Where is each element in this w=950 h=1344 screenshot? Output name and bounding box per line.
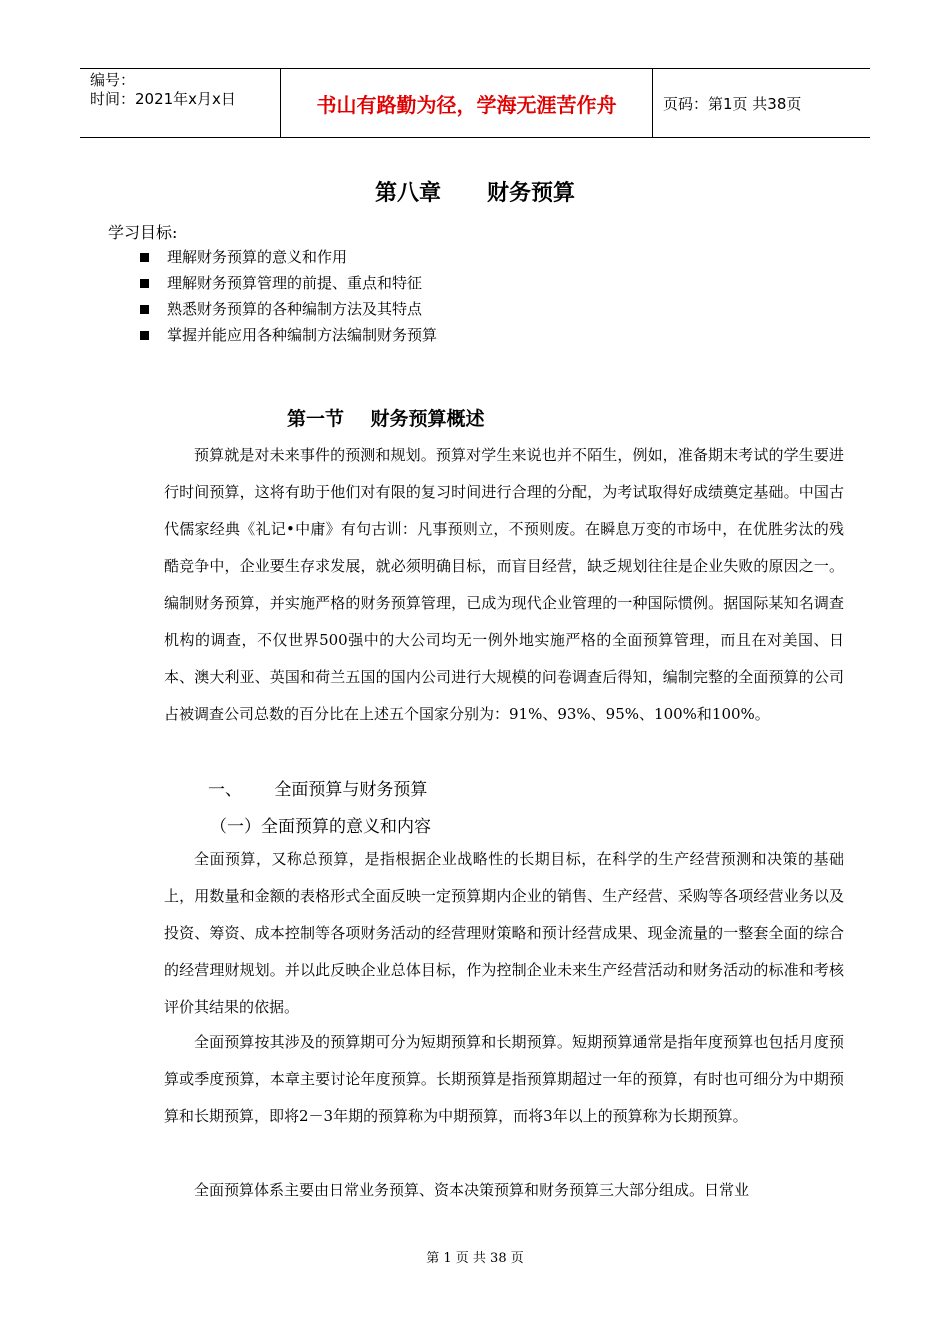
section-title: 第一节 财务预算概述 — [287, 408, 485, 430]
header-info-cell — [80, 69, 281, 137]
heading-level-2: （一）全面预算的意义和内容 — [210, 817, 431, 837]
paragraph-period: 全面预算按其涉及的预算期可分为短期预算和长期预算。短期预算通常是指年度预算也包括月度预算或季度预算，本章主要讨论年度预算。长期预算是指预算期超过一年的预算，有时也可细分为中期预算和长期预算，即将2－3年期的预算称为中期预算，而将3年以上的预算称为长期预算。 — [164, 1033, 844, 1125]
square-bullet-icon — [140, 331, 149, 340]
paragraph-system: 全面预算体系主要由日常业务预算、资本决策预算和财务预算三大部分组成。日常业 — [194, 1181, 750, 1199]
goal-text: 理解财务预算的意义和作用 — [167, 248, 348, 266]
chapter-title: 第八章 财务预算 — [375, 181, 575, 206]
goal-item — [140, 322, 437, 348]
goal-item — [140, 270, 437, 296]
goal-item — [140, 296, 437, 322]
page-footer: 第 1 页 共 38 页 — [426, 1251, 524, 1266]
paragraph-definition: 全面预算，又称总预算，是指根据企业战略性的长期目标，在科学的生产经营预测和决策的基础上，用数量和金额的表格形式全面反映一定预算期内企业的销售、生产经营、采购等各项经营业务以及投资、筹资、成本控制等各项财务活动的经营理财策略和预计经营成果、现金流量的一整套全面的综合的经营理财规划。并以此反映企业总体目标，作为控制企业未来生产经营活动和财务活动的标准和考核评价其结果的依据。 — [164, 850, 844, 1016]
square-bullet-icon — [140, 253, 149, 262]
goal-text: 熟悉财务预算的各种编制方法及其特点 — [167, 300, 423, 318]
motto-cell — [281, 69, 653, 137]
goals-list — [140, 244, 437, 348]
page-info-text: 页码：第1页 共38页 — [663, 94, 802, 113]
goals-label: 学习目标: — [108, 223, 178, 242]
time-label: 时间：2021年x月x日 — [90, 90, 236, 108]
page-info-cell — [653, 69, 870, 137]
goal-item — [140, 244, 437, 270]
goal-text: 掌握并能应用各种编制方法编制财务预算 — [167, 326, 438, 344]
paragraph-intro: 预算就是对未来事件的预测和规划。预算对学生来说也并不陌生，例如，准备期末考试的学生要进行时间预算，这将有助于他们对有限的复习时间进行合理的分配，为考试取得好成绩奠定基础。中国古代儒家经典《礼记•中庸》有句古训：凡事预则立，不预则废。在瞬息万变的市场中，在优胜劣汰的残酷竞争中，企业要生存求发展，就必须明确目标，而盲目经营，缺乏规划往往是企业失败的原因之一。编制财务预算，并实施严格的财务预算管理，已成为现代企业管理的一种国际惯例。据国际某知名调查机构的调查，不仅世界500强中的大公司均无一例外地实施严格的全面预算管理，而且在对美国、日本、澳大利亚、英国和荷兰五国的国内公司进行大规模的问卷调查后得知，编制完整的全面预算的公司占被调查公司总数的百分比在上述五个国家分别为：91%、93%、95%、100%和100%。 — [164, 446, 844, 723]
square-bullet-icon — [140, 305, 149, 314]
square-bullet-icon — [140, 279, 149, 288]
number-label: 编号： — [90, 71, 136, 89]
heading-level-1: 一、 全面预算与财务预算 — [208, 780, 428, 800]
header-table — [80, 68, 870, 138]
goal-text: 理解财务预算管理的前提、重点和特征 — [167, 274, 423, 292]
motto-text: 书山有路勤为径，学海无涯苦作舟 — [316, 92, 617, 117]
